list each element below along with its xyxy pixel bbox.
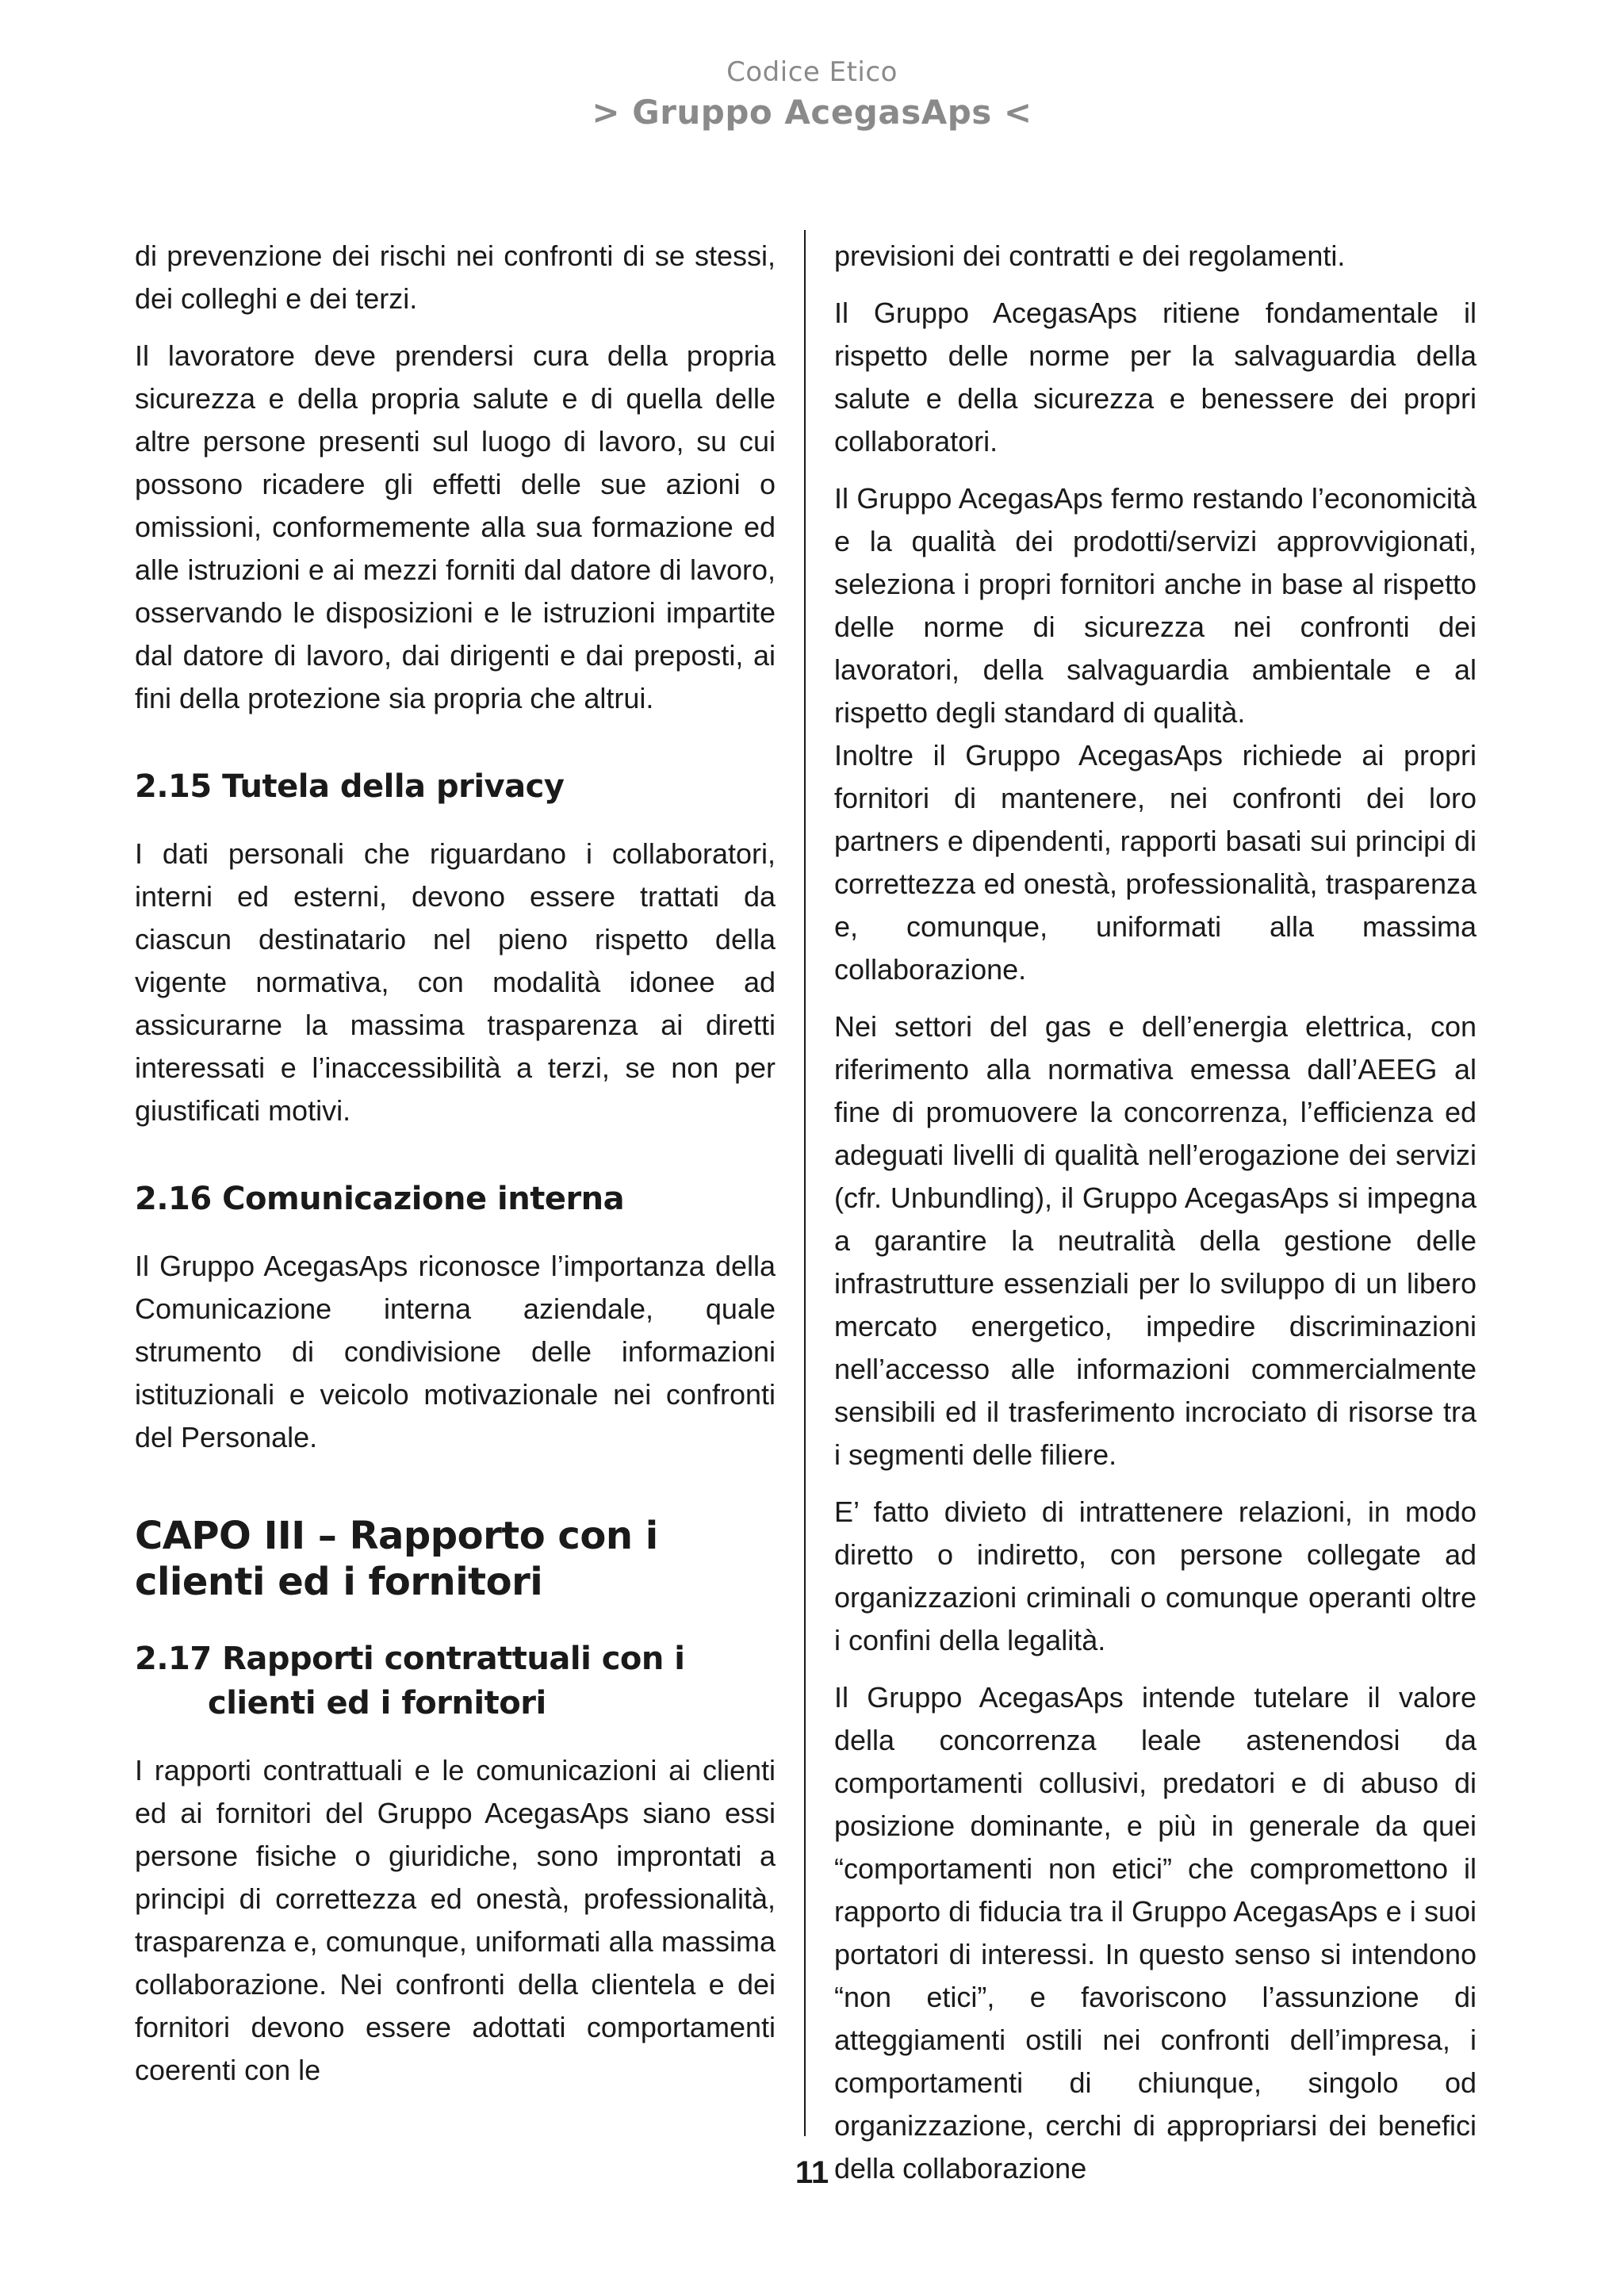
section-heading-2-15: 2.15 Tutela della privacy <box>135 768 565 805</box>
section-heading-2-16: 2.16 Comunicazione interna <box>135 1181 625 1217</box>
paragraph: Nei settori del gas e dell’energia elettrica, con riferimento alla normativa emessa dall’AEEG al fine di promuovere la concorrenza, l’efficienza ed adeguati livelli di qualità nell’erogazione dei servizi (cfr. Unbundling), il Gruppo AcegasAps si impegna a garantire la neutralità della gestione delle infrastrutture essenziali per lo sviluppo di un libero mercato energetico, impedire discriminazioni nell’accesso alle informazioni commercialmente sensibili ed il trasferimento incrociato di risorse tra i segmenti delle filiere. <box>834 1010 1477 1471</box>
chapter-heading: CAPO III – Rapporto con i clienti ed i fornitori <box>135 1514 658 1604</box>
header-title: Codice Etico <box>726 56 898 88</box>
left-column <box>135 235 776 2106</box>
paragraph: Il lavoratore deve prendersi cura della propria sicurezza e della propria salute e di quella delle altre persone presenti sul luogo di lavoro, su cui possono ricadere gli effetti delle sue azioni o omissioni, conformemente alla sua formazione ed alle istruzioni e ai mezzi forniti dal datore di lavoro, osservando le disposizioni e le istruzioni impartite dal datore di lavoro, dai dirigenti e dai preposti, ai fini della protezione sia propria che altrui. <box>135 339 776 714</box>
paragraph: I dati personali che riguardano i collaboratori, interni ed esterni, devono essere trattati da ciascun destinatario nel pieno rispetto della vigente normativa, con modalità idonee ad assicurarne la massima trasparenza ai diretti interessati e l’inaccessibilità a terzi, se non per giustificati motivi. <box>135 837 776 1127</box>
paragraph: Inoltre il Gruppo AcegasAps richiede ai propri fornitori di mantenere, nei confronti dei loro partners e dipendenti, rapporti basati sui principi di correttezza ed onestà, professionalità, trasparenza e, comunque, uniformati alla massima collaborazione. <box>834 739 1477 986</box>
right-column <box>834 235 1477 2204</box>
header-subtitle: > Gruppo AcegasAps < <box>592 93 1032 132</box>
paragraph: di prevenzione dei rischi nei confronti di se stessi, dei colleghi e dei terzi. <box>135 239 776 315</box>
paragraph: Il Gruppo AcegasAps intende tutelare il valore della concorrenza leale astenendosi da comportamenti collusivi, predatori e di abuso di posizione dominante, e più in generale da quei “comportamenti non etici” che compromettono il rapporto di fiducia tra il Gruppo AcegasAps e i suoi portatori di interessi. In questo senso si intendono “non etici”, e favoriscono l’assunzione di atteggiamenti ostili nei confronti dell’impresa, i comportamenti di chiunque, singolo od organizzazione, cerchi di appropriarsi dei benefici della collaborazione <box>834 1681 1477 2185</box>
paragraph: Il Gruppo AcegasAps ritiene fondamentale il rispetto delle norme per la salvaguardia della salute e della sicurezza e benessere dei propri collaboratori. <box>834 297 1477 458</box>
running-header <box>0 54 1624 135</box>
paragraph: previsioni dei contratti e dei regolamenti. <box>834 239 1346 272</box>
paragraph: I rapporti contrattuali e le comunicazioni ai clienti ed ai fornitori del Gruppo AcegasAps siano essi persone fisiche o giuridiche, sono improntati a principi di correttezza ed onestà, professionalità, trasparenza e, comunque, uniformati alla massima collaborazione. Nei confronti della clientela e dei fornitori devono essere adottati comportamenti coerenti con le <box>135 1754 776 2086</box>
page-number: 11 <box>795 2155 829 2190</box>
paragraph: Il Gruppo AcegasAps fermo restando l’economicità e la qualità dei prodotti/servizi approvvigionati, seleziona i propri fornitori anche in base al rispetto delle norme di sicurezza nei confronti dei lavoratori, della salvaguardia ambientale e al rispetto degli standard di qualità. <box>834 482 1477 729</box>
section-heading-2-17: 2.17 Rapporti contrattuali con i clienti ed i fornitori <box>135 1641 685 1721</box>
paragraph: E’ fatto divieto di intrattenere relazioni, in modo diretto o indiretto, con persone collegate ad organizzazioni criminali o comunque operanti oltre i confini della legalità. <box>834 1495 1477 1656</box>
paragraph: Il Gruppo AcegasAps riconosce l’importanza della Comunicazione interna aziendale, quale strumento di condivisione delle informazioni istituzionali e veicolo motivazionale nei confronti del Personale. <box>135 1250 776 1453</box>
column-divider <box>804 230 806 2136</box>
